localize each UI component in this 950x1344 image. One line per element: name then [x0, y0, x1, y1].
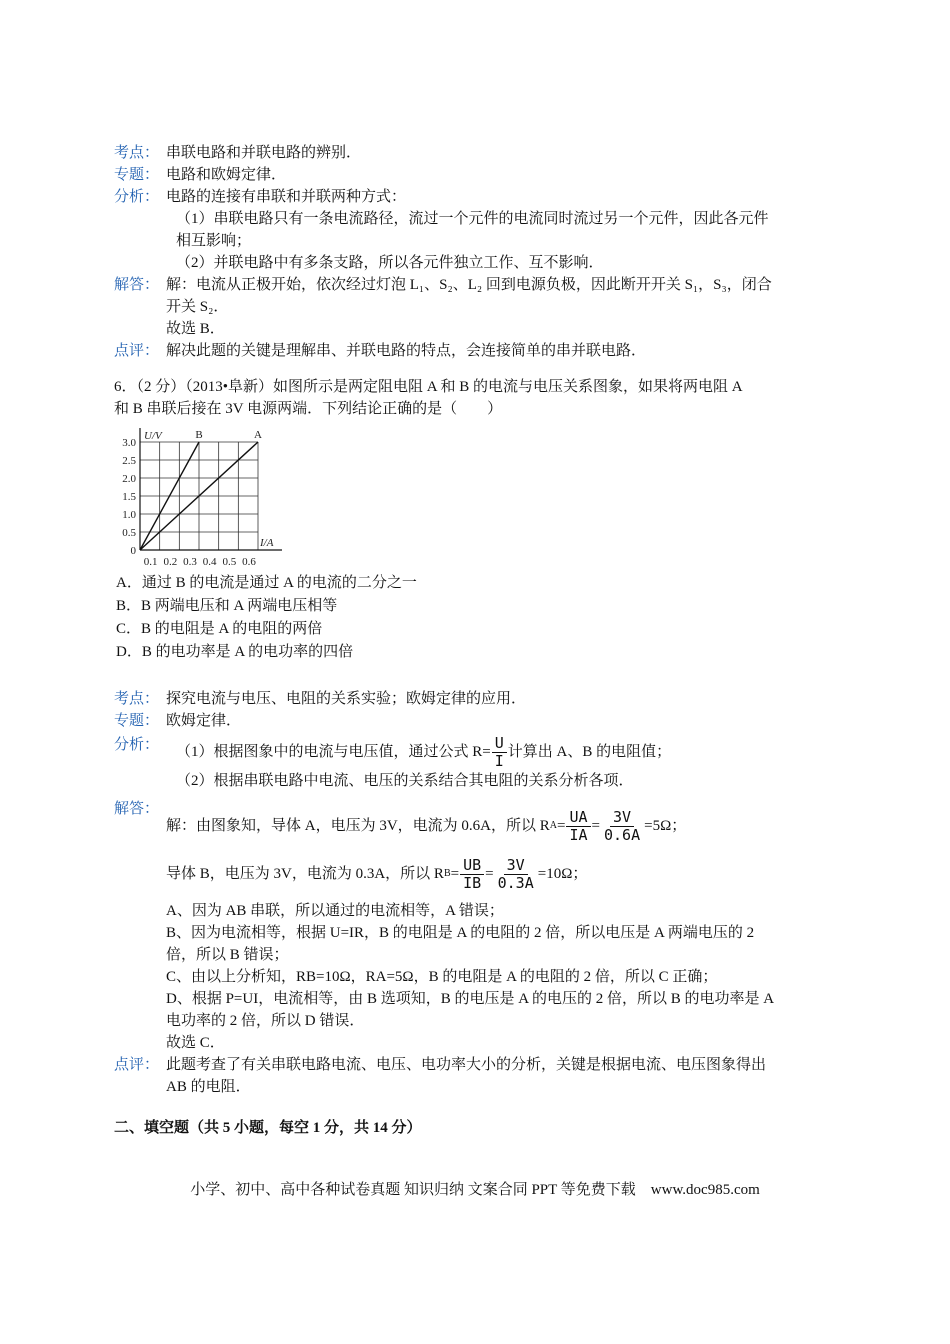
q5-analysis: [114, 142, 838, 362]
c-line: C、由以上分析知，RB=10Ω，RA=5Ω，B 的电阻是 A 的电阻的 2 倍，所以 C 正确；: [166, 969, 718, 985]
kaodian-text: 串联电路和并联电路的辨别．: [166, 145, 362, 161]
y-tick-label: 1.5: [122, 491, 136, 503]
q6-analysis: [114, 688, 838, 1098]
ra-equation: 解：由图象知，导体 A，电压为 3V，电流为 0.6A，所以 R A = $\frac{UA}{IA}$ = $\frac{3V}{0.6A}$ =5Ω；: [166, 807, 687, 844]
jieda-1: 解：电流从正极开始，依次经过灯泡 L₁、S₂、L₂ 回到电源负极，因此断开开关 S₁，S₃，闭合: [166, 277, 772, 293]
fenxi-2: （2）并联电路中有多条支路，所以各元件独立工作、互不影响．: [176, 255, 604, 271]
iu-graph: [112, 424, 292, 572]
y-tick-label: 0.5: [122, 527, 136, 539]
footer: 小学、初中、高中各种试卷真题 知识归纳 文案合同 PPT 等免费下载 www.doc985.com: [190, 1182, 760, 1198]
zhuanti-label: 专题：: [114, 167, 160, 183]
fenxi-1-pre: （1）根据图象中的电流与电压值，通过公式 R=: [176, 744, 491, 760]
y-axis-label: U/V: [144, 430, 162, 442]
series-label-A: A: [254, 429, 262, 441]
q6-stem-line2: 和 B 串联后接在 3V 电源两端．下列结论正确的是（ ）: [114, 401, 503, 417]
zhuanti-label: 专题：: [114, 713, 160, 729]
q6-stem: [114, 376, 838, 420]
y-tick-label: 3.0: [122, 437, 136, 449]
fenxi-1a: （1）串联电路只有一条电流路径，流过一个元件的电流同时流过另一个元件，因此各元件: [176, 211, 769, 227]
formula-u-over-i: $\frac{U}{I}$: [492, 735, 507, 770]
x-tick-label: 0.5: [222, 556, 237, 568]
jieda-label: 解答：: [114, 277, 160, 293]
fenxi-label: 分析：: [114, 189, 160, 205]
option-a[interactable]: A．通过 B 的电流是通过 A 的电流的二分之一: [116, 575, 417, 591]
y-tick-label: 0: [130, 545, 136, 557]
y-tick-label: 1.0: [122, 509, 136, 521]
fenxi-1-post: 计算出 A、B 的电阻值；: [507, 744, 672, 760]
zhuanti-text: 欧姆定律．: [166, 713, 242, 729]
x-tick-label: 0.2: [163, 556, 178, 568]
fenxi-2: （2）根据串联电路中电流、电压的关系结合其电阻的关系分析各项．: [176, 773, 634, 789]
fenxi-label: 分析：: [114, 737, 160, 753]
fenxi-1b: 相互影响；: [176, 233, 252, 249]
dianping-1: 此题考查了有关串联电路电流、电压、电功率大小的分析，关键是根据电流、电压图象得出: [166, 1057, 767, 1073]
jieda-label: 解答：: [114, 801, 160, 817]
option-b[interactable]: B．B 两端电压和 A 两端电压相等: [116, 598, 338, 614]
jieda-2: 开关 S₂．: [166, 299, 229, 315]
b-line2: 倍，所以 B 错误；: [166, 947, 289, 963]
dianping-label: 点评：: [114, 1057, 160, 1073]
rb-equation: 导体 B，电压为 3V，电流为 0.3A，所以 R B = $\frac{UB}{IB}$ = $\frac{3V}{0.3A}$ =10Ω；: [166, 855, 588, 892]
option-d[interactable]: D．B 的电功率是 A 的电功率的四倍: [116, 644, 354, 660]
a-line: A、因为 AB 串联，所以通过的电流相等，A 错误；: [166, 903, 504, 919]
dianping-2: AB 的电阻．: [166, 1079, 251, 1095]
series-label-B: B: [195, 429, 203, 441]
y-tick-label: 2.5: [122, 455, 136, 467]
zhuanti-text: 电路和欧姆定律．: [166, 167, 287, 183]
conclusion: 故选 C．: [166, 1035, 225, 1051]
d-line2: 电功率的 2 倍，所以 D 错误．: [166, 1013, 365, 1029]
kaodian-text: 探究电流与电压、电阻的关系实验；欧姆定律的应用．: [166, 691, 527, 707]
q6-stem-line1: 6．（2 分）（2013•阜新）如图所示是两定阻电阻 A 和 B 的电流与电压关系图象，如果将两电阻 A: [114, 379, 743, 395]
kaodian-label: 考点：: [114, 145, 160, 161]
dianping-text: 解决此题的关键是理解串、并联电路的特点，会连接简单的串并联电路．: [166, 343, 647, 359]
d-line1: D、根据 P=UI，电流相等，由 B 选项知，B 的电压是 A 的电压的 2 倍，所以 B 的电功率是 A: [166, 991, 775, 1007]
y-tick-label: 2.0: [122, 473, 136, 485]
jieda-3: 故选 B．: [166, 321, 225, 337]
x-tick-label: 0.1: [143, 556, 158, 568]
fenxi-text: 电路的连接有串联和并联两种方式：: [166, 189, 407, 205]
section2-title: 二、填空题（共 5 小题，每空 1 分，共 14 分）: [114, 1120, 422, 1136]
kaodian-label: 考点：: [114, 691, 160, 707]
option-c[interactable]: C．B 的电阻是 A 的电阻的两倍: [116, 621, 323, 637]
x-tick-label: 0.6: [242, 556, 256, 568]
x-tick-label: 0.3: [183, 556, 197, 568]
x-axis-label: I/A: [260, 537, 274, 549]
x-tick-label: 0.4: [202, 556, 217, 568]
dianping-label: 点评：: [114, 343, 160, 359]
b-line1: B、因为电流相等，根据 U=IR，B 的电阻是 A 的电阻的 2 倍，所以电压是 A 两端电压的 2: [166, 925, 755, 941]
